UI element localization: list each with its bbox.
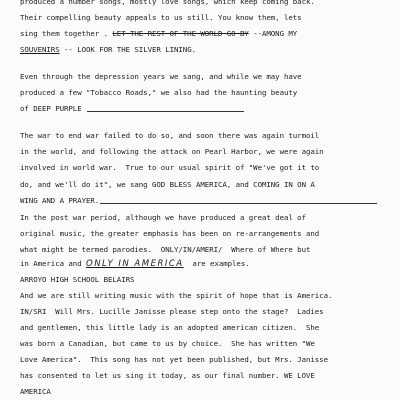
text-line: Their compelling beauty appeals to us still. You know them, lets <box>20 13 302 22</box>
text-line <box>20 45 196 54</box>
text-segment: what might be termed parodies. <box>20 245 161 254</box>
text-segment: --AMONG MY <box>248 29 298 38</box>
text-line: was born a Canadian, but came to us by choice. She has written "We <box>20 339 315 348</box>
text-line: original music, the greater emphasis has been on re-arrangements and <box>20 229 320 238</box>
blank-underline <box>100 203 377 204</box>
handwritten-song-title: ONLY IN AMERICA <box>86 259 184 269</box>
text-line: has consented to let us sing it today, as our final number. WE LOVE <box>20 371 315 380</box>
struck-song-title: LET THE REST OF THE WORLD GO BY <box>112 29 249 38</box>
text-line: WING AND A PRAYER. <box>20 196 100 205</box>
text-segment: Where of Where but <box>222 245 311 254</box>
text-segment: in America and <box>20 259 86 268</box>
underlined-song-title: SOUVENIRS <box>20 45 60 54</box>
text-segment: Will Mrs. Lucille Janisse please step onto the stage? Ladies <box>46 307 324 316</box>
text-line: do, and we'll do it", we sang GOD BLESS AMERICA, and COMING IN ON A <box>20 180 315 189</box>
text-line: In the post war period, although we have produced a great deal of <box>20 213 306 222</box>
text-line: ARROYO HIGH SCHOOL BELAIRS <box>20 275 135 284</box>
text-line <box>20 29 297 38</box>
text-line: Even through the depression years we sang, and while we may have <box>20 72 302 81</box>
text-line: The war to end war failed to do so, and soon there was again turmoil <box>20 131 320 140</box>
text-line: produced a number songs, mostly love songs, which keep coming back. <box>20 0 315 6</box>
text-line: of DEEP PURPLE <box>20 104 82 113</box>
text-segment: are examples. <box>183 259 250 268</box>
crossed-out-text: IN/SRI <box>20 307 47 316</box>
text-segment: -- LOOK FOR THE SILVER LINING. <box>59 45 196 54</box>
text-line: and gentlemen, this little lady is an adopted american citizen. She <box>20 323 320 332</box>
text-line <box>20 259 250 269</box>
blank-underline <box>87 111 244 112</box>
text-line <box>20 307 324 316</box>
text-line: AMERICA <box>20 387 51 396</box>
text-line: in the world, and following the attack on Pearl Harbor, we were again <box>20 147 324 156</box>
text-line <box>20 245 310 254</box>
text-line: produced a few "Tobacco Roads," we also had the haunting beauty <box>20 88 298 97</box>
text-line: involved in world war. True to our usual spirit of "We've got it to <box>20 163 320 172</box>
text-segment: sing them together . <box>20 29 113 38</box>
text-line: Love America". This song has not yet been published, but Mrs. Janisse <box>20 355 328 364</box>
text-line: And we are still writing music with the spirit of hope that is America. <box>20 291 333 300</box>
crossed-out-text: ONLY/IN/AMERI/ <box>160 245 223 254</box>
